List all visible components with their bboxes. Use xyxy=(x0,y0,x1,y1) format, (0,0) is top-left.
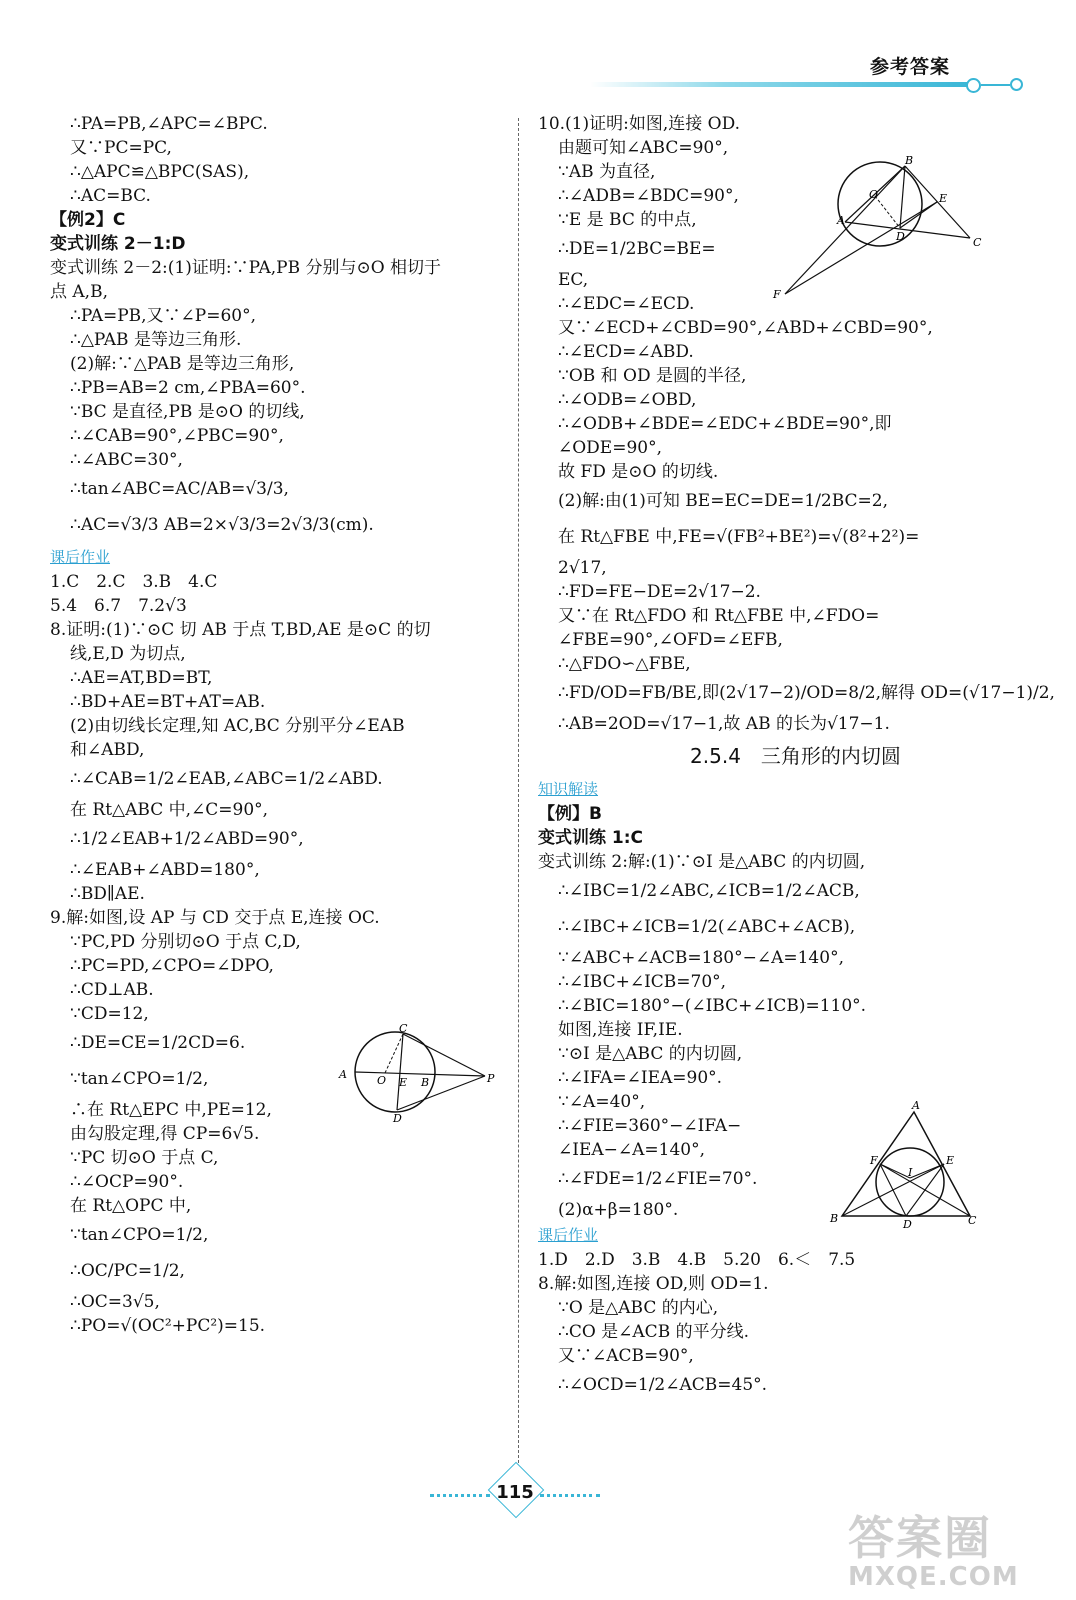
fig-label: A xyxy=(837,214,845,227)
text-line: ∴PO=√(OC²+PC²)=15. xyxy=(70,1316,266,1336)
section-tag: 课后作业 xyxy=(50,548,111,566)
fig-label: A xyxy=(912,1099,920,1112)
text-line: ∵BC 是直径,PB 是⊙O 的切线, xyxy=(70,402,305,422)
text-line: 【例】B xyxy=(538,804,602,824)
header-dot xyxy=(966,78,981,93)
fig-label: B xyxy=(830,1212,839,1225)
text-line: ∴BD∥AE. xyxy=(70,884,145,904)
fig-label: O xyxy=(377,1074,387,1087)
text-line: 又∵在 Rt△FDO 和 Rt△FBE 中,∠FDO= xyxy=(558,606,880,626)
text-line: ∴∠ECD=∠ABD. xyxy=(558,342,694,362)
text-line: ∴∠ABC=30°, xyxy=(70,450,183,470)
text-line: 在 Rt△FBE 中,FE=√(FB²+BE²)=√(8²+2²)= xyxy=(558,527,920,547)
text-line: ∴∠IBC=1/2∠ABC,∠ICB=1/2∠ACB, xyxy=(558,881,860,901)
text-line: ∴∠FDE=1/2∠FIE=70°. xyxy=(558,1169,758,1189)
text-line: 1.D 2.D 3.B 4.B 5.20 6.＜ 7.5 xyxy=(538,1250,856,1270)
text-line: ∴1/2∠EAB+1/2∠ABD=90°, xyxy=(70,829,304,849)
text-line: ∴AE=AT,BD=BT, xyxy=(70,668,213,688)
text-line: ∴OC=3√5, xyxy=(70,1292,160,1312)
fig-label: B xyxy=(421,1076,430,1089)
column-divider xyxy=(518,118,519,1463)
text-line: 变式训练 2－1:D xyxy=(50,234,186,254)
text-line: ∴FD=FE−DE=2√17−2. xyxy=(558,582,761,602)
header-dot xyxy=(1010,78,1023,91)
text-line: ∠IEA−∠A=140°, xyxy=(558,1140,706,1160)
page-number-block xyxy=(430,1474,600,1514)
text-line: ∴∠FIE=360°−∠IFA− xyxy=(558,1116,742,1136)
text-line: 9.解:如图,设 AP 与 CD 交于点 E,连接 OC. xyxy=(50,908,380,928)
page-dots xyxy=(540,1494,600,1497)
text-line: 又∵PC=PC, xyxy=(70,138,172,158)
right-triangle-circle-figure xyxy=(765,152,985,302)
text-line: ∴CD⊥AB. xyxy=(70,980,154,1000)
text-line: ∵⊙I 是△ABC 的内切圆, xyxy=(558,1044,743,1064)
text-line: ∴△FDO∽△FBE, xyxy=(558,654,691,674)
text-line: ∴∠CAB=1/2∠EAB,∠ABC=1/2∠ABD. xyxy=(70,769,383,789)
fig-label: E xyxy=(399,1076,408,1089)
watermark xyxy=(848,1502,1058,1592)
text-line: ∴FD/OD=FB/BE,即(2√17−2)/OD=8/2,解得 OD=(√17−1)/2, xyxy=(558,683,1055,703)
text-line: ∵PC 切⊙O 于点 C, xyxy=(70,1148,219,1168)
text-line: ∵tan∠CPO=1/2, xyxy=(70,1225,209,1245)
text-line: ∴BD+AE=BT+AT=AB. xyxy=(70,692,266,712)
text-line: ∴AC=BC. xyxy=(70,186,151,206)
fig-label: D xyxy=(393,1112,402,1125)
page-number: 115 xyxy=(496,1482,534,1503)
text-line: ∴∠IFA=∠IEA=90°. xyxy=(558,1068,723,1088)
text-line: ∵tan∠CPO=1/2, xyxy=(70,1069,209,1089)
fig-label: C xyxy=(399,1022,408,1035)
fig-label: F xyxy=(870,1154,878,1167)
text-line: ∵CD=12, xyxy=(70,1004,149,1024)
text-line: ∴∠EAB+∠ABD=180°, xyxy=(70,860,260,880)
text-line: 点 A,B, xyxy=(50,282,108,302)
text-line: (2)解:∵△PAB 是等边三角形, xyxy=(70,354,295,374)
text-line: 8.证明:(1)∵⊙C 切 AB 于点 T,BD,AE 是⊙C 的切 xyxy=(50,620,431,640)
text-line: ∵O 是△ABC 的内心, xyxy=(558,1298,719,1318)
text-line: 由题可知∠ABC=90°, xyxy=(558,138,729,158)
fig-label: D xyxy=(896,230,905,243)
text-line: ∵E 是 BC 的中点, xyxy=(558,210,697,230)
text-line: ∴在 Rt△EPC 中,PE=12, xyxy=(70,1100,272,1120)
text-line: ∵OB 和 OD 是圆的半径, xyxy=(558,366,747,386)
text-line: ∵∠ABC+∠ACB=180°−∠A=140°, xyxy=(558,948,844,968)
text-line: ∴PA=PB,∠APC=∠BPC. xyxy=(70,114,268,134)
fig-label: C xyxy=(973,236,982,249)
text-line: 1.C 2.C 3.B 4.C xyxy=(50,572,218,592)
header-rule xyxy=(590,82,970,87)
text-line: ∴∠IBC+∠ICB=1/2(∠ABC+∠ACB), xyxy=(558,917,856,937)
text-line: ∴tan∠ABC=AC/AB=√3/3, xyxy=(70,479,289,499)
fig-label: I xyxy=(908,1166,913,1179)
text-line: 【例2】C xyxy=(50,210,126,230)
text-line: EC, xyxy=(558,270,589,290)
text-line: 变式训练 1:C xyxy=(538,828,644,848)
text-line: ∵AB 为直径, xyxy=(558,162,656,182)
text-line: 5.4 6.7 7.2√3 xyxy=(50,596,187,616)
page-dots xyxy=(430,1494,490,1497)
text-line: 10.(1)证明:如图,连接 OD. xyxy=(538,114,741,134)
text-line: ∵∠A=40°, xyxy=(558,1092,646,1112)
text-line: 如图,连接 IF,IE. xyxy=(558,1020,683,1040)
text-line: 在 Rt△OPC 中, xyxy=(70,1196,192,1216)
text-line: (2)由切线长定理,知 AC,BC 分别平分∠EAB xyxy=(70,716,405,736)
text-line: ∴∠ODB=∠OBD, xyxy=(558,390,697,410)
fig-label: D xyxy=(903,1218,912,1228)
text-line: 变式训练 2－2:(1)证明:∵PA,PB 分别与⊙O 相切于 xyxy=(50,258,442,278)
text-line: ∴AC=√3/3 AB=2×√3/3=2√3/3(cm). xyxy=(70,515,374,535)
text-line: ∵PC,PD 分别切⊙O 于点 C,D, xyxy=(70,932,301,952)
text-line: ∠ODE=90°, xyxy=(558,438,663,458)
section-tag: 课后作业 xyxy=(538,1226,599,1244)
text-line: ∴∠BIC=180°−(∠IBC+∠ICB)=110°. xyxy=(558,996,867,1016)
text-line: ∴PC=PD,∠CPO=∠DPO, xyxy=(70,956,274,976)
fig-label: A xyxy=(339,1068,347,1081)
text-line: ∴∠CAB=90°,∠PBC=90°, xyxy=(70,426,284,446)
text-line: 2√17, xyxy=(558,558,607,578)
text-line: ∴DE=CE=1/2CD=6. xyxy=(70,1033,246,1053)
fig-label: P xyxy=(487,1072,495,1085)
text-line: 8.解:如图,连接 OD,则 OD=1. xyxy=(538,1274,769,1294)
text-line: ∴∠IBC+∠ICB=70°, xyxy=(558,972,727,992)
text-line: 线,E,D 为切点, xyxy=(70,644,186,664)
header-title: 参考答案 xyxy=(870,56,951,78)
text-line: ∴CO 是∠ACB 的平分线. xyxy=(558,1322,749,1342)
text-line: ∴∠ADB=∠BDC=90°, xyxy=(558,186,739,206)
text-line: ∴PB=AB=2 cm,∠PBA=60°. xyxy=(70,378,306,398)
fig-label: B xyxy=(905,154,914,167)
fig-label: F xyxy=(773,288,781,301)
text-line: ∴△APC≌△BPC(SAS), xyxy=(70,162,250,182)
text-line: ∴∠OCD=1/2∠ACB=45°. xyxy=(558,1375,768,1395)
text-line: 又∵∠ECD+∠CBD=90°,∠ABD+∠CBD=90°, xyxy=(558,318,933,338)
header-rule-tail xyxy=(981,84,1010,86)
text-line: 由勾股定理,得 CP=6√5. xyxy=(70,1124,260,1144)
text-line: ∴AB=2OD=√17−1,故 AB 的长为√17−1. xyxy=(558,714,890,734)
text-line: 和∠ABD, xyxy=(70,740,145,760)
tangent-figure xyxy=(335,1020,505,1125)
left-column xyxy=(50,112,505,1338)
text-line: (2)解:由(1)可知 BE=EC=DE=1/2BC=2, xyxy=(558,491,889,511)
text-line: ∴DE=1/2BC=BE= xyxy=(558,239,716,259)
text-line: 又∵∠ACB=90°, xyxy=(558,1346,694,1366)
text-line: 在 Rt△ABC 中,∠C=90°, xyxy=(70,800,269,820)
fig-label: O xyxy=(869,188,879,201)
watermark-top: 答案圈 xyxy=(848,1511,992,1565)
text-line: ∴∠OCP=90°. xyxy=(70,1172,184,1192)
text-line: 故 FD 是⊙O 的切线. xyxy=(558,462,719,482)
fig-label: E xyxy=(939,192,948,205)
incircle-figure xyxy=(828,1098,980,1228)
text-line: ∴△PAB 是等边三角形. xyxy=(70,330,242,350)
section-tag: 知识解读 xyxy=(538,780,599,798)
text-line: ∴∠EDC=∠ECD. xyxy=(558,294,695,314)
text-line: ∴∠ODB+∠BDE=∠EDC+∠BDE=90°,即 xyxy=(558,414,892,434)
text-line: (2)α+β=180°. xyxy=(558,1200,679,1220)
fig-label: C xyxy=(968,1214,977,1227)
text-line: ∠FBE=90°,∠OFD=∠EFB, xyxy=(558,630,783,650)
text-line: ∴OC/PC=1/2, xyxy=(70,1261,185,1281)
text-line: ∴PA=PB,又∵∠P=60°, xyxy=(70,306,257,326)
fig-label: E xyxy=(946,1154,955,1167)
section-heading: 2.5.4 三角形的内切圆 xyxy=(690,744,901,768)
text-line: 变式训练 2:解:(1)∵⊙I 是△ABC 的内切圆, xyxy=(538,852,866,872)
watermark-bottom: MXQE.COM xyxy=(848,1562,1019,1592)
